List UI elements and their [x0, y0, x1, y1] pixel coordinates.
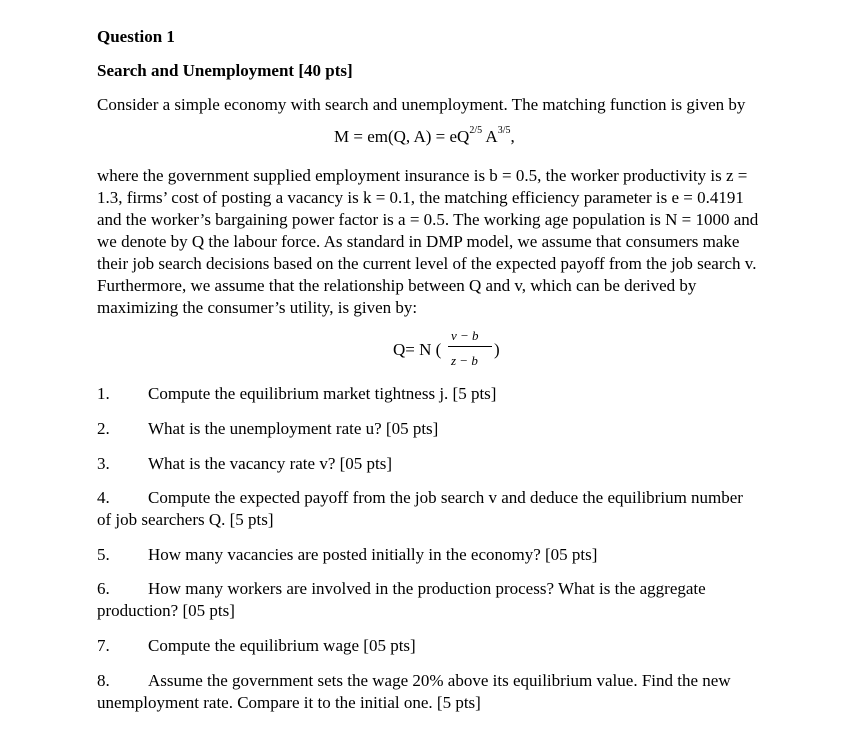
- question-text: Compute the equilibrium market tightness j. [5 pts]: [148, 384, 497, 403]
- question-heading: Question 1: [97, 27, 175, 46]
- section-subheading: Search and Unemployment [40 pts]: [97, 61, 353, 80]
- paragraph-line: 1.3, firms’ cost of posting a vacancy is k = 0.1, the matching efficiency parameter is e = 0.4191: [97, 188, 744, 207]
- question-text: How many workers are involved in the production process? What is the aggregate: [148, 579, 706, 598]
- equation-lhs: M = em(Q, A) = eQ: [334, 127, 470, 146]
- question-text: What is the unemployment rate u? [05 pts]: [148, 419, 439, 438]
- fraction-bar: [448, 346, 492, 347]
- q-equation-numerator: v − b: [451, 328, 479, 343]
- paragraph-line: their job search decisions based on the current level of the expected payoff from the job search v.: [97, 254, 757, 273]
- intro-text: Consider a simple economy with search and unemployment. The matching function is given by: [97, 95, 746, 114]
- question-number: 5.: [97, 545, 110, 564]
- question-number: 2.: [97, 419, 110, 438]
- question-text: Assume the government sets the wage 20% above its equilibrium value. Find the new: [148, 671, 731, 690]
- question-number: 4.: [97, 488, 110, 507]
- question-number: 3.: [97, 454, 110, 473]
- question-text-continued: of job searchers Q. [5 pts]: [97, 510, 274, 529]
- paragraph-line: we denote by Q the labour force. As standard in DMP model, we assume that consumers make: [97, 232, 740, 251]
- q-equation-prefix: Q= N (: [393, 340, 442, 359]
- paragraph-line: maximizing the consumer’s utility, is given by:: [97, 298, 418, 317]
- question-number: 6.: [97, 579, 110, 598]
- equation-mid: A: [482, 127, 498, 146]
- question-text: How many vacancies are posted initially in the economy? [05 pts]: [148, 545, 598, 564]
- question-text-continued: production? [05 pts]: [97, 601, 235, 620]
- q-equation-suffix: ): [494, 340, 500, 359]
- matching-function-equation: [334, 126, 515, 148]
- q-equation-denominator: z − b: [451, 353, 478, 368]
- question-number: 1.: [97, 384, 110, 403]
- question-number: 7.: [97, 636, 110, 655]
- question-text: Compute the expected payoff from the job search v and deduce the equilibrium number: [148, 488, 743, 507]
- question-text: Compute the equilibrium wage [05 pts]: [148, 636, 416, 655]
- equation-tail: ,: [510, 127, 515, 146]
- paragraph-line: and the worker’s bargaining power factor is a = 0.5. The working age population is N = 1000 and: [97, 210, 759, 229]
- question-text-continued: unemployment rate. Compare it to the initial one. [5 pts]: [97, 693, 481, 712]
- paragraph-line: Furthermore, we assume that the relationship between Q and v, which can be derived by: [97, 276, 697, 295]
- question-number: 8.: [97, 671, 110, 690]
- question-text: What is the vacancy rate v? [05 pts]: [148, 454, 393, 473]
- exponent-a: 3/5: [497, 125, 511, 137]
- exponent-q: 2/5: [469, 125, 483, 137]
- paragraph-line: where the government supplied employment insurance is b = 0.5, the worker productivity is z =: [97, 166, 748, 185]
